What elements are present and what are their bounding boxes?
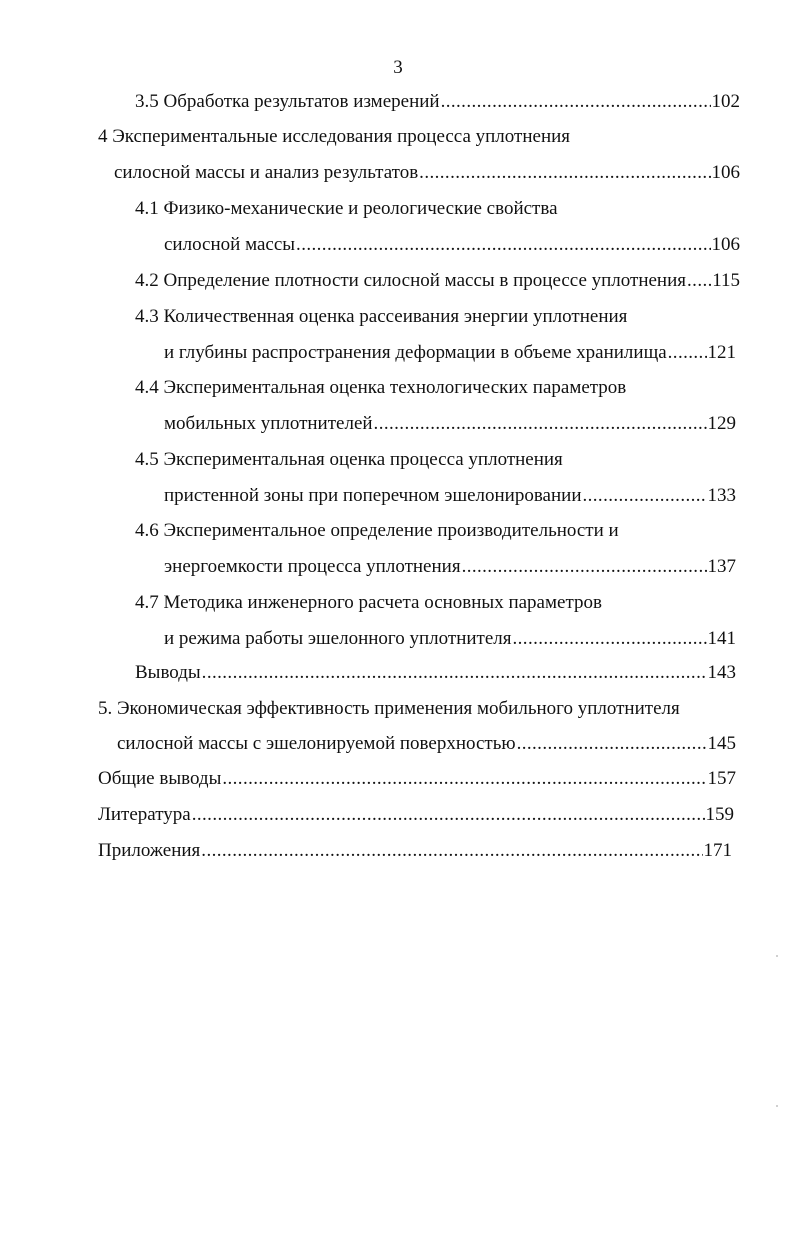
toc-page-number: 159 xyxy=(705,804,734,825)
toc-entry-4-5-title[interactable]: 4.5 Экспериментальная оценка процесса уплотнения xyxy=(135,449,563,470)
toc-entry-title: Общие выводы xyxy=(98,768,222,789)
toc-page-number: 157 xyxy=(707,768,736,789)
scan-speck xyxy=(776,955,778,957)
toc-entry-title: силосной массы с эшелонируемой поверхностью xyxy=(117,733,516,754)
toc-entry-title: силосной массы xyxy=(164,234,296,255)
toc-entry-title: 3.5 Обработка результатов измерений xyxy=(135,91,440,112)
toc-dot-leader xyxy=(192,800,705,830)
toc-literature[interactable] xyxy=(98,800,734,830)
toc-appendices[interactable] xyxy=(98,836,732,866)
toc-dot-leader xyxy=(374,409,707,439)
toc-entry-title: мобильных уплотнителей xyxy=(164,413,373,434)
toc-entry-title: Выводы xyxy=(135,662,201,683)
toc-dot-leader xyxy=(419,158,710,188)
toc-page-number: 145 xyxy=(707,733,736,754)
toc-entry-4-7[interactable] xyxy=(164,624,736,654)
toc-entry-title: 4.2 Определение плотности силосной массы в процессе уплотнения xyxy=(135,270,687,291)
toc-dot-leader xyxy=(201,836,702,866)
toc-dot-leader xyxy=(462,552,707,582)
toc-entry-title: и режима работы эшелонного уплотнителя xyxy=(164,628,512,649)
toc-entry-4-1-title[interactable]: 4.1 Физико-механические и реологические свойства xyxy=(135,198,558,219)
toc-dot-leader xyxy=(668,338,707,368)
toc-chapter-5[interactable] xyxy=(117,729,736,759)
toc-entry-title: пристенной зоны при поперечном эшелонировании xyxy=(164,485,582,506)
toc-general-conclusions[interactable] xyxy=(98,764,736,794)
toc-entry-4-7-title[interactable]: 4.7 Методика инженерного расчета основных параметров xyxy=(135,592,602,613)
toc-entry-title: энергоемкости процесса уплотнения xyxy=(164,556,461,577)
toc-entry-4-3-title[interactable]: 4.3 Количественная оценка рассеивания энергии уплотнения xyxy=(135,306,628,327)
toc-dot-leader xyxy=(687,266,711,296)
toc-entry-title: Литература xyxy=(98,804,191,825)
toc-page-number: 141 xyxy=(707,628,736,649)
toc-entry-3-5[interactable] xyxy=(135,87,740,117)
toc-entry-title: Приложения xyxy=(98,840,201,861)
toc-entry-4-4-title[interactable]: 4.4 Экспериментальная оценка технологических параметров xyxy=(135,377,627,398)
toc-dot-leader xyxy=(517,729,707,759)
toc-entry-4-2[interactable] xyxy=(135,266,740,296)
toc-chapter-5-title[interactable]: 5. Экономическая эффективность применения мобильного уплотнителя xyxy=(98,698,680,719)
toc-entry-title: и глубины распространения деформации в объеме хранилища xyxy=(164,342,667,363)
toc-dot-leader xyxy=(222,764,706,794)
toc-dot-leader xyxy=(582,481,706,511)
toc-chapter-4[interactable] xyxy=(114,158,740,188)
scan-speck xyxy=(776,1105,778,1107)
toc-page-number: 129 xyxy=(707,413,736,434)
toc-page-number: 137 xyxy=(707,556,736,577)
page-number: 3 xyxy=(393,57,403,78)
toc-page-number: 106 xyxy=(711,234,740,255)
toc-entry-4-3[interactable] xyxy=(164,338,736,368)
toc-page-number: 102 xyxy=(711,91,740,112)
toc-entry-4-6-title[interactable]: 4.6 Экспериментальное определение производительности и xyxy=(135,520,619,541)
toc-dot-leader xyxy=(202,658,707,688)
toc-entry-conclusions[interactable] xyxy=(135,658,736,688)
toc-page-number: 115 xyxy=(712,270,740,291)
toc-page-number: 121 xyxy=(707,342,736,363)
toc-dot-leader xyxy=(513,624,707,654)
toc-dot-leader xyxy=(296,230,710,260)
toc-page-number: 143 xyxy=(707,662,736,683)
toc-entry-4-5[interactable] xyxy=(164,481,736,511)
toc-entry-4-4[interactable] xyxy=(164,409,736,439)
toc-page-number: 106 xyxy=(711,162,740,183)
toc-entry-title: силосной массы и анализ результатов xyxy=(114,162,419,183)
toc-entry-4-6[interactable] xyxy=(164,552,736,582)
toc-page-number: 171 xyxy=(703,840,732,861)
toc-chapter-4-title[interactable]: 4 Экспериментальные исследования процесса уплотнения xyxy=(98,126,571,147)
toc-entry-4-1[interactable] xyxy=(164,230,740,260)
toc-page-number: 133 xyxy=(707,485,736,506)
toc-dot-leader xyxy=(441,87,711,117)
